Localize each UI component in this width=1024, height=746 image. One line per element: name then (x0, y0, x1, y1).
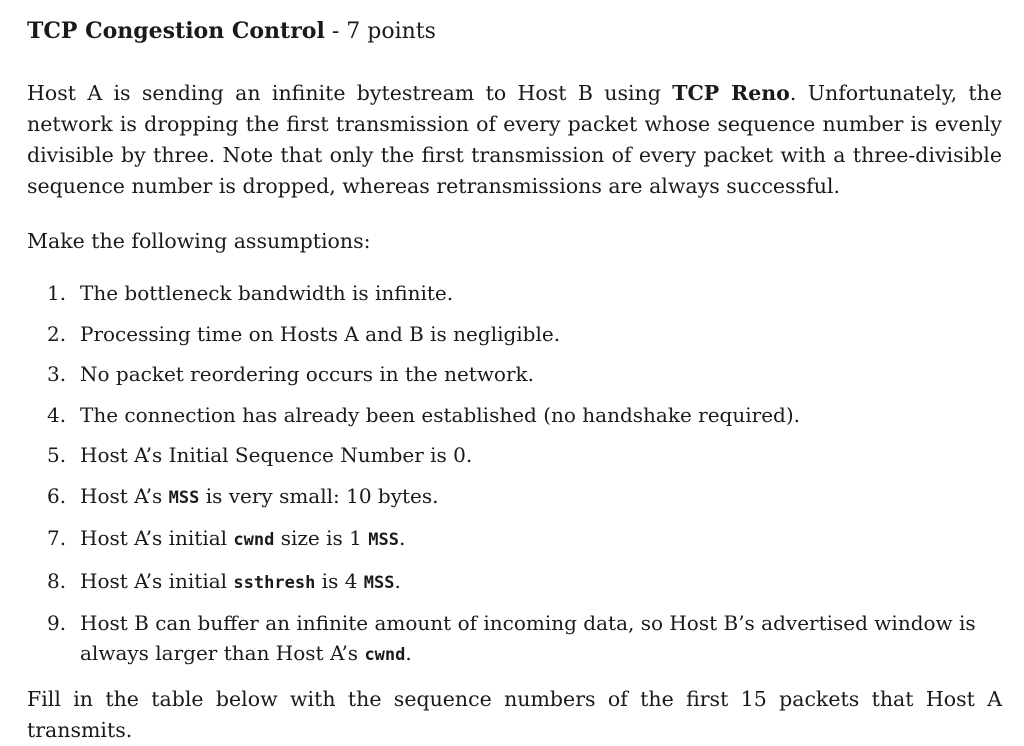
assumption-number: 9. (47, 611, 67, 635)
code-cwnd: cwnd (233, 530, 275, 550)
assumption-text: Host A’s Initial Sequence Number is 0. (80, 443, 473, 467)
assumption-text: Processing time on Hosts A and B is negligible. (80, 321, 561, 346)
fill-instruction: Fill in the table below with the sequence numbers of the first 15 packets that Host A transmits. (27, 687, 1002, 742)
assumption-text: Host B can buffer an infinite amount of incoming data, so Host B’s advertised window is always larger than Host A’s (80, 611, 976, 665)
assumption-text: . (398, 526, 406, 550)
assumption-item (47, 359, 1002, 389)
title-points: - 7 points (324, 19, 436, 44)
code-mss: MSS (368, 530, 399, 550)
assumption-text: . (405, 641, 412, 665)
code-mss: MSS (168, 487, 200, 508)
assumption-number: 3. (47, 362, 67, 386)
assumption-number: 5. (47, 443, 67, 467)
assumption-text: Host A’s initial (80, 568, 234, 593)
assumption-item (47, 481, 1002, 513)
assumptions-list (47, 278, 1002, 681)
assumption-text: size is 1 (274, 526, 369, 550)
assumption-number: 6. (47, 483, 67, 508)
assumption-item (47, 319, 1002, 349)
problem-title (27, 18, 436, 44)
intro-part-1: Host A is sending an infinite bytestream to Host B using (27, 81, 673, 105)
assumption-text: is 4 (315, 568, 364, 593)
assumption-number: 8. (47, 568, 67, 593)
assumption-number: 1. (47, 281, 67, 305)
assumption-number: 7. (47, 526, 67, 550)
assumption-text: No packet reordering occurs in the network. (80, 362, 535, 386)
assumption-item (47, 400, 1002, 430)
assumption-item (47, 523, 1002, 555)
assumptions-heading: Make the following assumptions: (27, 229, 371, 253)
code-cwnd: cwnd (364, 645, 406, 665)
title-bold: TCP Congestion Control (27, 18, 325, 44)
assumption-number: 2. (47, 321, 67, 346)
assumption-text: . (394, 568, 401, 593)
assumption-item (47, 278, 1002, 308)
assumption-item (47, 608, 1002, 670)
problem-intro (27, 78, 1002, 202)
intro-tcp-reno: TCP Reno (672, 81, 790, 105)
assumption-text: is very small: 10 bytes. (199, 483, 439, 508)
assumption-text: Host A’s initial (80, 526, 234, 550)
code-mss: MSS (363, 572, 395, 593)
assumption-item (47, 566, 1002, 598)
assumption-text: The bottleneck bandwidth is infinite. (80, 281, 454, 305)
assumption-text: Host A’s (80, 483, 169, 508)
code-ssthresh: ssthresh (233, 572, 316, 593)
intro-part-2: . Unfortunately, the network is dropping the first transmission of every packet whose sequence number is evenly divisible by three. Note that only the first transmission of every packet with a three-divisible sequence number is dropped, whereas retransmissions are always successful. (27, 81, 1003, 198)
assumption-number: 4. (47, 402, 67, 427)
assumption-item (47, 440, 1002, 470)
assumption-text: The connection has already been established (no handshake required). (80, 402, 800, 427)
